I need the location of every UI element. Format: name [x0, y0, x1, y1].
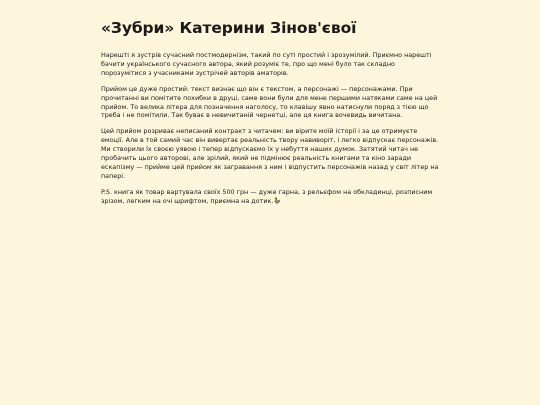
article-postscript	[101, 188, 441, 206]
article	[101, 18, 441, 213]
postscript-text: P.S. книга як товар вартувала своїх 500 грн — дуже гарна, з рельєфом на обкладинці, розписним зрізом, легким на очі шрифтом, приємна на дотик.	[101, 187, 433, 205]
duck-emoji-icon: 🦆	[273, 196, 282, 205]
article-paragraph-1: Нарешті я зустрів сучасний постмодернізм, такий по суті простий і зрозумілий. Приємно нарешті бачити українського сучасного автора, який розуміє те, про що мені було так складно порозумітися з учасниками зустрічей авторів аматорів.	[101, 51, 432, 77]
article-paragraph-3: Цей прийом розриває неписаний контракт з читачем: ви вірите моїй історії і за це отримуєте емоції. Але в той самий час він вивертає реальність твору навиворіт, і легко відпускає персонажів. Ми створили їх своєю уявою і тепер відпускаємо їх у небуття наших думок. Затятий читач не пробачить цього авторові, але зрілий, який не підмінює реальність книгами та кіно заради ескапізму — прийме цей прийом як загравання з ним і відпустить персонажів назад у світ літер на папері.	[101, 127, 439, 180]
article-title: «Зубри» Катерини Зінов'євої	[101, 19, 357, 37]
article-paragraph-2: Прийом це дуже простий: текст визнає що він є текстом, а персонажі — персонажами. При прочитанні ви помітите похибки в друці, саме вони були для мене першими натяками саме на цей прийом. То велика літера для позначення наголосу, то клавішу явно натиснули поряд з тією що треба і не помітили. Так буває в невичитаній чернетці, але ця книга вочевидь вичитана.	[101, 84, 438, 120]
